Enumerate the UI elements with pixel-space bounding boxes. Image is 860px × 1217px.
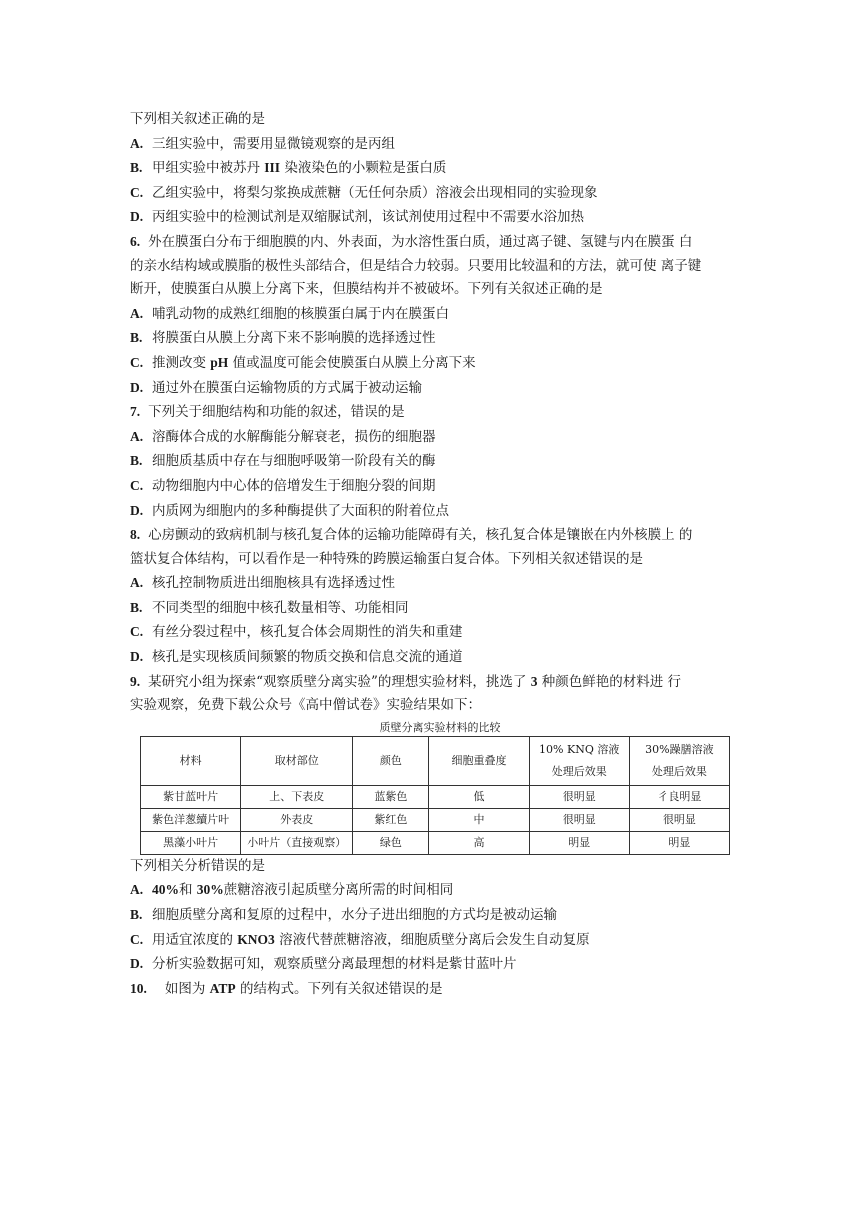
q5-option-d: D. 丙组实验中的检测试剂是双缩脲试剂，该试剂使用过程中不需要水浴加热 (130, 209, 584, 226)
q9-option-c: C. 用适宜浓度的 KNO3 溶液代替蔗糖溶液，细胞质壁分离后会发生自动复原 (130, 931, 590, 948)
q6-option-b: B. 将膜蛋白从膜上分离下来不影响膜的选择透过性 (130, 330, 436, 347)
table-cell: 很明显 (529, 808, 629, 831)
table-cell: 中 (429, 808, 529, 831)
table-cell: 明显 (529, 831, 629, 854)
table-row (141, 808, 730, 831)
q6-option-c: C. 推测改变 pH 值或温度可能会使膜蛋白从膜上分离下来 (130, 354, 476, 371)
q5-stem: 下列相关叙述正确的是 (130, 111, 265, 127)
q7-option-d: D. 内质网为细胞内的多种酶提供了大面积的附着位点 (130, 502, 449, 519)
table-cell: 紫红色 (353, 808, 429, 831)
table-row (141, 831, 730, 854)
q7-stem: 7. 下列关于细胞结构和功能的叙述，错误的是 (130, 404, 405, 421)
q6-stem-line-3: 断开，使膜蛋白从膜上分离下来，但膜结构并不被破坏。下列有关叙述正确的是 (130, 281, 603, 298)
table-cell: 绿色 (353, 831, 429, 854)
q9-option-b: B. 细胞质壁分离和复原的过程中，水分子进出细胞的方式均是被动运输 (130, 907, 557, 924)
q9-option-d: D. 分析实验数据可知，观察质壁分离最理想的材料是紫甘蓝叶片 (130, 956, 517, 973)
q6-stem-line-2: 的亲水结构域或膜脂的极性头部结合，但是结合力较弱。只要用比较温和的方法，就可使 离子键 (130, 257, 702, 274)
table-cell: 蓝紫色 (353, 785, 429, 808)
table-cell: 上、下表皮 (241, 785, 353, 808)
q5-option-a: A. 三组实验中，需要用显微镜观察的是丙组 (130, 135, 395, 152)
q9-stem-line-1: 9. 某研究小组为探索“观察质壁分离实验”的理想实验材料，挑选了 3 种颜色鲜艳的材料进 行 (130, 673, 682, 690)
table-cell: 低 (429, 785, 529, 808)
table-cell: 高 (429, 831, 529, 854)
header-cell: 10% KNQ 溶液 处理后效果 (529, 736, 629, 785)
q8-stem-line-2: 篮状复合体结构，可以看作是一种特殊的跨膜运输蛋白复合体。下列相关叙述错误的是 (130, 550, 643, 567)
q6-option-d: D. 通过外在膜蛋白运输物质的方式属于被动运输 (130, 379, 422, 396)
table-cell: 紫甘蓝叶片 (141, 785, 241, 808)
q9-stem-line-2: 实验观察，免费下载公众号《高中僧试卷》实验结果如下： (130, 697, 481, 714)
table-cell: 彳良明显 (629, 785, 729, 808)
q8-option-b: B. 不同类型的细胞中核孔数量相等、功能相同 (130, 599, 409, 616)
q8-stem-line-1: 8. 心房颤动的致病机制与核孔复合体的运输功能障碍有关，核孔复合体是镶嵌在内外核膜上 的 (130, 527, 693, 544)
q6-stem-line-1: 6. 外在膜蛋白分布于细胞膜的内、外表面，为水溶性蛋白质，通过离子键、氢键与内在膜蛋 白 (130, 233, 693, 250)
table-cell: 小叶片（直接观察） (241, 831, 353, 854)
table-caption: 质壁分离实验材料的比较 (379, 720, 501, 734)
table-cell: 外表皮 (241, 808, 353, 831)
q6-option-a: A. 哺乳动物的成熟红细胞的核膜蛋白属于内在膜蛋白 (130, 305, 449, 322)
table-cell: 很明显 (629, 808, 729, 831)
q9-sub-stem: 下列相关分析错误的是 (130, 857, 265, 874)
q8-option-a: A. 核孔控制物质进出细胞核具有选择透过性 (130, 575, 395, 592)
q8-option-c: C. 有丝分裂过程中，核孔复合体会周期性的消失和重建 (130, 624, 463, 641)
table-header-row (141, 736, 730, 785)
table-cell: 明显 (629, 831, 729, 854)
q9-option-a: A. 40%和 30%蔗糖溶液引起质壁分离所需的时间相同 (130, 882, 454, 899)
header-cell: 材料 (141, 736, 241, 785)
comparison-table (140, 736, 730, 855)
table-cell: 黑藻小叶片 (141, 831, 241, 854)
table-cell: 很明显 (529, 785, 629, 808)
q7-option-b: B. 细胞质基质中存在与细胞呼吸第一阶段有关的酶 (130, 453, 436, 470)
header-cell: 颜色 (353, 736, 429, 785)
table-row (141, 785, 730, 808)
q7-option-c: C. 动物细胞内中心体的倍增发生于细胞分裂的间期 (130, 477, 436, 494)
header-cell: 细胞重叠度 (429, 736, 529, 785)
q8-option-d: D. 核孔是实现核质间频繁的物质交换和信息交流的通道 (130, 649, 463, 666)
table-cell: 紫色洋葱續片叶 (141, 808, 241, 831)
header-cell: 30%躁膳溶液 处理后效果 (629, 736, 729, 785)
q10-stem: 10. 如图为 ATP 的结构式。下列有关叙述错误的是 (130, 980, 443, 997)
q5-option-b: B. 甲组实验中被苏丹 III 染液染色的小颗粒是蛋白质 (130, 160, 447, 177)
header-cell: 取材部位 (241, 736, 353, 785)
content (130, 108, 750, 1001)
q7-option-a: A. 溶酶体合成的水解酶能分解衰老，损伤的细胞器 (130, 428, 436, 445)
q5-option-c: C. 乙组实验中，将梨匀浆换成蔗糖（无任何杂质）溶液会出现相同的实验现象 (130, 184, 598, 201)
